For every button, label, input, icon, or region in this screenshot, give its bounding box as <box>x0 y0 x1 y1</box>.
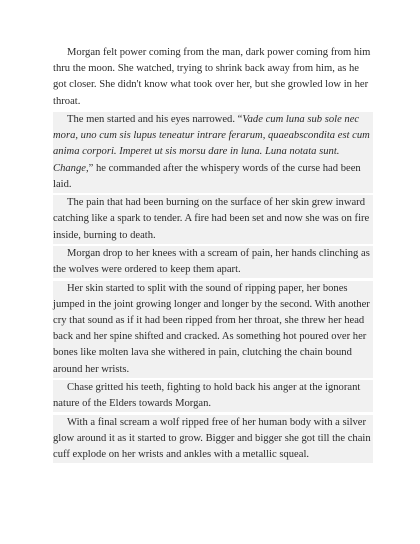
paragraph-1: Morgan felt power coming from the man, dark power coming from him thru the moon. She watched, trying to shrink back away from him, as he got closer. She didn't know what took over her, but she growled low in her throat. <box>53 47 371 107</box>
paragraph-6: Chase gritted his teeth, fighting to hold back his anger at the ignorant nature of the Elders towards Morgan. <box>53 380 373 412</box>
paragraph-4: Morgan drop to her knees with a scream of pain, her hands clinching as the wolves were ordered to keep them apart. <box>53 246 373 278</box>
paragraph-7: With a final scream a wolf ripped free of her human body with a silver glow around it as it started to grow. Bigger and bigger she got till the chain cuff explode on her wrists and ankles with a metallic squeal. <box>53 415 373 464</box>
paragraph-5: Her skin started to split with the sound of ripping paper, her bones jumped in the joint growing longer and longer by the second. With another cry that sound as if it had been ripped from her throat, she threw her head back and her spine shifted and cracked. As something hot poured over her bones like molten lava she withered in pain, clutching the chain bound around her wrists. <box>53 281 373 378</box>
story-text <box>53 45 373 465</box>
curse-incantation: Vade cum luna sub sole nec mora, uno cum sis lupus teneatur intrare ferarum, quaeabscondita est cum anima corpori. Imperet ut sis morsu dare in luna. Luna notata sunt. Change, <box>53 114 370 174</box>
paragraph-2 <box>53 112 373 193</box>
paragraph-2-tail: ” he commanded after the whispery words of the curse had been laid. <box>53 162 361 190</box>
paragraph-2-lead: The men started and his eyes narrowed. “ <box>67 114 243 125</box>
paragraph-3: The pain that had been burning on the surface of her skin grew inward catching like a spark to tender. A fire had been set and now she was on fire inside, burning to death. <box>53 195 373 244</box>
